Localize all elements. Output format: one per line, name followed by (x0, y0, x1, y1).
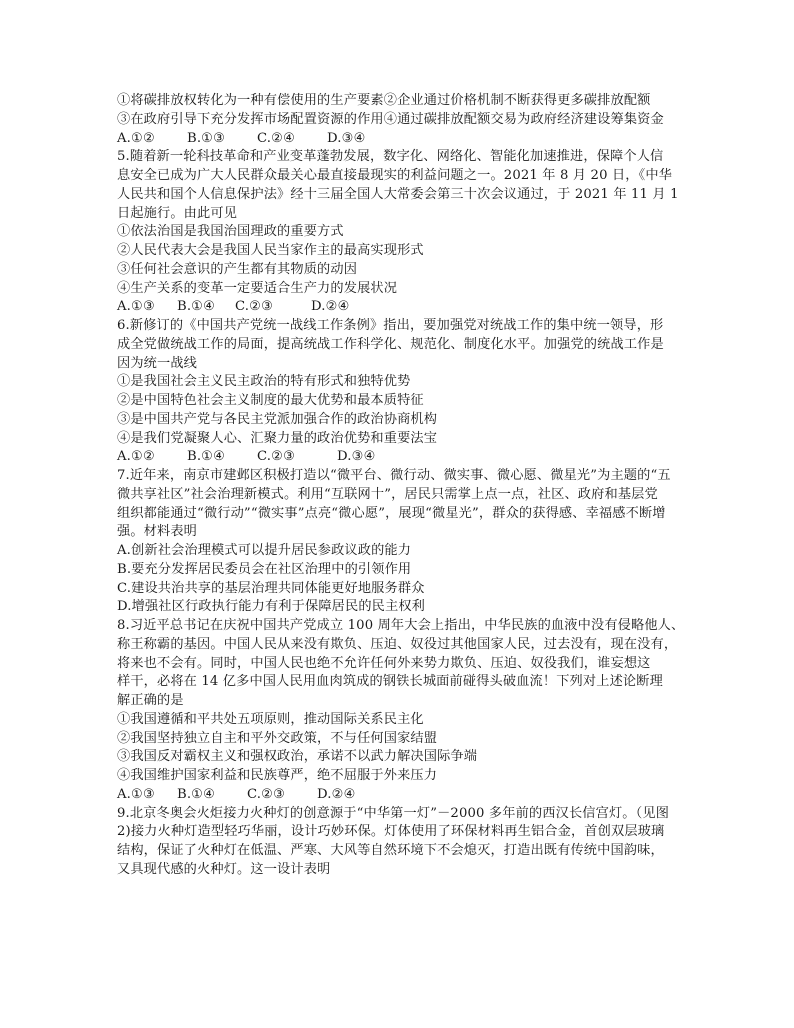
option-d: D.②④ (317, 786, 356, 802)
question-stem: 又具现代感的火种灯。这一设计表明 (117, 861, 331, 877)
question-stem: 样干，必将在 14 亿多中国人民用血肉筑成的钢铁长城面前碰得头破血流！下列对上述论断理 (117, 674, 663, 690)
question-7 (117, 467, 697, 617)
option-d: D.③④ (337, 449, 376, 465)
choice-item: ①依法治国是我国治国理政的重要方式 (117, 224, 344, 240)
choice-item: ①将碳排放权转化为一种有偿使用的生产要素②企业通过价格机制不断获得更多碳排放配额 (117, 93, 651, 108)
question-stem: 因为统一战线 (117, 355, 198, 371)
option-c: C.②④ (257, 130, 296, 146)
option-b: B.①④ (187, 449, 226, 465)
choice-item: ②是中国特色社会主义制度的最大优势和最本质特征 (117, 393, 424, 408)
choice-item: ②我国坚持独立自主和平外交政策，不与任何国家结盟 (117, 730, 438, 746)
question-5 (117, 148, 697, 317)
question-stem: 8.习近平总书记在庆祝中国共产党成立 100 周年大会上指出，中华民族的血液中没有侵略他人、 (117, 618, 685, 633)
question-9 (117, 805, 697, 880)
question-stem: 人民共和国个人信息保护法》经十三届全国人大常委会第三十次会议通过，于 2021 年 11 月 1 (117, 186, 679, 202)
option-a: A.创新社会治理模式可以提升居民参政议政的能力 (117, 543, 412, 558)
choice-item: ③在政府引导下充分发挥市场配置资源的作用④通过碳排放配额交易为政府经济建设筹集资金 (117, 111, 664, 127)
choice-item: ③是中国共产党与各民主党派加强合作的政治协商机构 (117, 411, 438, 427)
option-c: C.建设共治共享的基层治理共同体能更好地服务群众 (117, 580, 425, 596)
option-b: B.①③ (187, 130, 226, 146)
option-b: B.①④ (177, 299, 216, 315)
choice-item: ③我国反对霸权主义和强权政治，承诺不以武力解决国际争端 (117, 749, 478, 765)
question-stem: 强。材料表明 (117, 524, 198, 540)
option-d: D.②④ (311, 299, 350, 315)
question-stem: 日起施行。由此可见 (117, 205, 238, 221)
option-a: A.①③ (117, 786, 155, 802)
answer-options (117, 786, 697, 805)
question-stem: 组织都能通过“微行动”“微实事”点亮“微心愿”，展现“微星光”，群众的获得感、幸福感不断增 (117, 505, 666, 521)
choice-item: ①是我国社会主义民主政治的特有形式和独特优势 (117, 374, 411, 390)
answer-options (117, 298, 697, 317)
option-b: B.要充分发挥居民委员会在社区治理中的引领作用 (117, 561, 412, 577)
option-c: C.②③ (247, 786, 286, 802)
question-stem: 解正确的是 (117, 693, 184, 708)
question-stem: 6.新修订的《中国共产党统一战线工作条例》指出，要加强党对统战工作的集中统一领导，形 (117, 318, 664, 333)
choice-item: ④我国维护国家利益和民族尊严，绝不屈服于外来压力 (117, 768, 438, 783)
question-stem: 称王称霸的基因。中国人民从来没有欺负、压迫、奴役过其他国家人民，过去没有，现在没有， (117, 636, 678, 652)
choice-item: ③任何社会意识的产生都有其物质的动因 (117, 261, 358, 277)
question-stem: 7.近年来，南京市建邺区积极打造以“微平台、微行动、微实事、微心愿、微星光”为主题的“五 (117, 468, 671, 483)
option-a: A.①③ (117, 299, 155, 315)
choice-item: ②人民代表大会是我国人民当家作主的最高实现形式 (117, 243, 424, 258)
question-4-tail (117, 92, 697, 148)
option-a: A.①② (117, 130, 155, 146)
question-stem: 9.北京冬奥会火炬接力火种灯的创意源于“中华第一灯”－2000 多年前的西汉长信宫灯。（见图 (117, 805, 670, 821)
question-stem: 息安全已成为广大人民群众最关心最直接最现实的利益问题之一。2021 年 8 月 20 日，《中华 (117, 168, 673, 183)
question-6 (117, 317, 697, 467)
option-d: D.③④ (327, 130, 366, 146)
choice-item: ①我国遵循和平共处五项原则，推动国际关系民主化 (117, 711, 424, 727)
question-stem: 成全党做统战工作的局面，提高统战工作科学化、规范化、制度化水平。加强党的统战工作是 (117, 336, 664, 352)
question-stem: 结构，保证了火种灯在低温、严寒、大风等自然环境下不会熄灭，打造出既有传统中国韵味， (117, 843, 664, 858)
option-d: D.增强社区行政执行能力有利于保障居民的民主权利 (117, 599, 426, 615)
option-c: C.②③ (257, 449, 296, 465)
question-stem: 将来也不会有。同时，中国人民也绝不允许任何外来势力欺负、压迫、奴役我们，谁妄想这 (117, 655, 651, 671)
question-stem: 微共享社区”社会治理新模式。利用“互联网十”，居民只需掌上点一点，社区、政府和基层党 (117, 486, 658, 502)
exam-page (117, 92, 697, 880)
question-8 (117, 617, 697, 805)
option-a: A.①② (117, 449, 155, 465)
choice-item: ④是我们党凝聚人心、汇聚力量的政治优势和重要法宝 (117, 430, 438, 446)
question-stem: 5.随着新一轮科技革命和产业变革蓬勃发展，数字化、网络化、智能化加速推进，保障个人信 (117, 149, 664, 165)
option-c: C.②③ (235, 299, 274, 315)
choice-item: ④生产关系的变革一定要适合生产力的发展状况 (117, 280, 398, 296)
question-stem: 2)接力火种灯造型轻巧华丽，设计巧妙环保。灯体使用了环保材料再生铝合金，首创双层玻璃 (117, 824, 665, 840)
answer-options (117, 130, 697, 149)
answer-options (117, 448, 697, 467)
option-b: B.①④ (177, 786, 216, 802)
